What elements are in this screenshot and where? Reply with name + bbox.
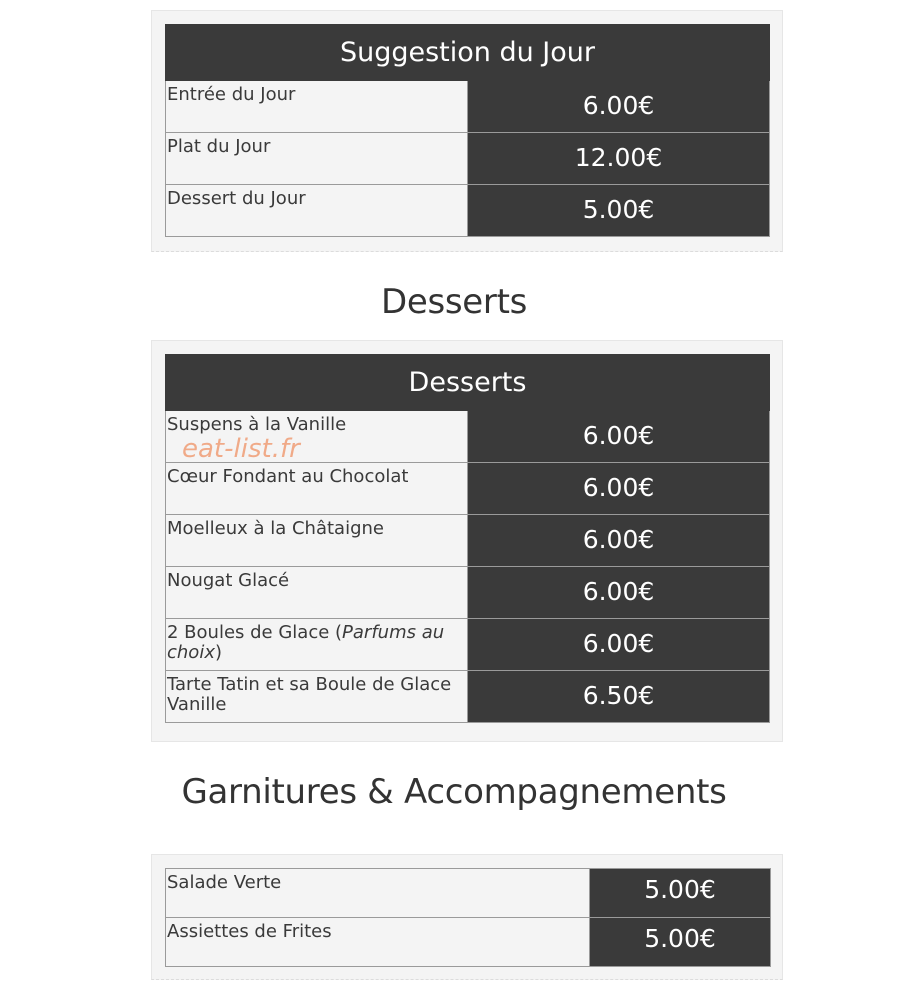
table-row — [166, 411, 770, 463]
item-price: 6.50€ — [468, 671, 770, 723]
item-name — [166, 619, 468, 671]
item-name-text: 2 Boules de Glace ( — [167, 622, 343, 643]
item-name: Plat du Jour — [166, 133, 468, 185]
table-row — [166, 463, 770, 515]
item-name: Dessert du Jour — [166, 185, 468, 237]
table-row — [166, 619, 770, 671]
item-price: 6.00€ — [468, 463, 770, 515]
table-row — [166, 81, 770, 133]
item-price: 6.00€ — [468, 515, 770, 567]
desserts-heading: Desserts — [380, 282, 528, 322]
table-row — [166, 133, 770, 185]
table-row — [166, 869, 771, 918]
item-price: 6.00€ — [468, 411, 770, 463]
item-name: Entrée du Jour — [166, 81, 468, 133]
watermark: eat-list.fr — [182, 434, 300, 464]
item-price: 5.00€ — [590, 869, 771, 918]
table-row — [166, 671, 770, 723]
item-name: Cœur Fondant au Chocolat — [166, 463, 468, 515]
desserts-table — [165, 354, 770, 723]
item-price: 6.00€ — [468, 619, 770, 671]
table-row — [166, 515, 770, 567]
item-name: Salade Verte — [166, 869, 590, 918]
garnitures-heading: Garnitures & Accompagnements — [181, 772, 727, 812]
item-name: Tarte Tatin et sa Boule de Glace Vanille — [166, 671, 468, 723]
item-note: Parfums au choix — [167, 622, 445, 663]
suggestion-section — [151, 10, 783, 252]
item-price: 12.00€ — [468, 133, 770, 185]
item-name: Assiettes de Frites — [166, 918, 590, 967]
item-price: 6.00€ — [468, 81, 770, 133]
suggestion-table-title: Suggestion du Jour — [166, 25, 770, 81]
item-price: 5.00€ — [590, 918, 771, 967]
item-price: 5.00€ — [468, 185, 770, 237]
suggestion-table — [165, 24, 770, 237]
item-name: Moelleux à la Châtaigne — [166, 515, 468, 567]
table-row — [166, 918, 771, 967]
item-price: 6.00€ — [468, 567, 770, 619]
item-name: Nougat Glacé — [166, 567, 468, 619]
desserts-section — [151, 340, 783, 742]
item-name-suffix: ) — [214, 642, 223, 663]
garnitures-table — [165, 868, 771, 967]
table-row — [166, 185, 770, 237]
desserts-table-title: Desserts — [166, 355, 770, 411]
item-name: Suspens à la Vanille — [166, 411, 468, 463]
garnitures-section — [151, 854, 783, 980]
table-row — [166, 567, 770, 619]
